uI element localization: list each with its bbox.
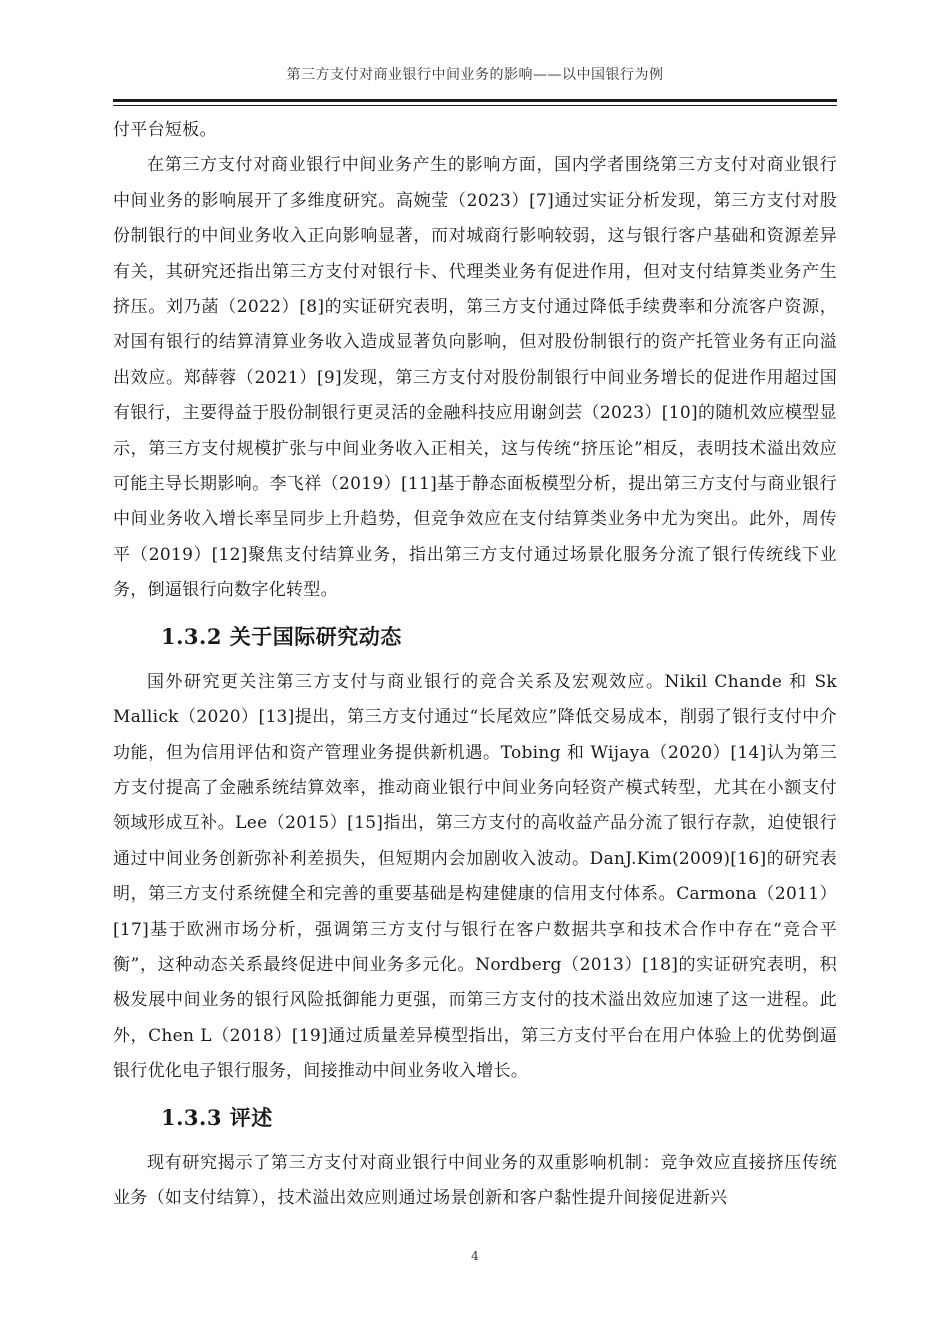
header-rule-thin (113, 105, 837, 106)
section-heading-international: 1.3.2 关于国际研究动态 (161, 623, 402, 649)
running-header: 第三方支付对商业银行中间业务的影响——以中国银行为例 (286, 67, 664, 83)
paragraph-review: 现有研究揭示了第三方支付对商业银行中间业务的双重影响机制：竞争效应直接挤压传统业务（如支付结算），技术溢出效应则通过场景创新和客户黏性提升间接促进新兴 (113, 1152, 837, 1208)
paragraph-domestic-research: 在第三方支付对商业银行中间业务产生的影响方面，国内学者围绕第三方支付对商业银行中间业务的影响展开了多维度研究。高婉莹（2023）[7]通过实证分析发现，第三方支付对股份制银行的中间业务收入正向影响显著，而对城商行影响较弱，这与银行客户基础和资源差异有关，其研究还指出第三方支付对银行卡、代理类业务有促进作用，但对支付结算类业务产生挤压。刘乃菡（2022）[8]的实证研究表明，第三方支付通过降低手续费率和分流客户资源，对国有银行的结算清算业务收入造成显著负向影响，但对股份制银行的资产托管业务有正向溢出效应。郑薛蓉（2021）[9]发现，第三方支付对股份制银行中间业务增长的促进作用超过国有银行，主要得益于股份制银行更灵活的金融科技应用谢剑芸（2023）[10]的随机效应模型显示，第三方支付规模扩张与中间业务收入正相关，这与传统“挤压论”相反，表明技术溢出效应可能主导长期影响。李飞祥（2019）[11]基于静态面板模型分析，提出第三方支付与商业银行中间业务收入增长率呈同步上升趋势，但竞争效应在支付结算类业务中尤为突出。此外，周传平（2019）[12]聚焦支付结算业务，指出第三方支付通过场景化服务分流了银行传统线下业务，倒逼银行向数字化转型。 (113, 155, 837, 601)
page-body (113, 113, 837, 1216)
section-heading-review: 1.3.3 评述 (161, 1104, 273, 1130)
header-rule-thick (113, 99, 837, 102)
paragraph-international-research: 国外研究更关注第三方支付与商业银行的竞合关系及宏观效应。Nikil Chande 和 Sk Mallick（2020）[13]提出，第三方支付通过“长尾效应”降低交易成本，削弱了银行支付中介功能，但为信用评估和资产管理业务提供新机遇。Tobing 和 Wijaya（2020）[14]认为第三方支付提高了金融系统结算效率，推动商业银行中间业务向轻资产模式转型，尤其在小额支付领域形成互补。Lee（2015）[15]指出，第三方支付的高收益产品分流了银行存款，迫使银行通过中间业务创新弥补利差损失，但短期内会加剧收入波动。DanJ.Kim(2009)[16]的研究表明，第三方支付系统健全和完善的重要基础是构建健康的信用支付体系。Carmona（2011）[17]基于欧洲市场分析，强调第三方支付与银行在客户数据共享和技术合作中存在“竞合平衡”，这种动态关系最终促进中间业务多元化。Nordberg（2013）[18]的实证研究表明，积极发展中间业务的银行风险抵御能力更强，而第三方支付的技术溢出效应加速了这一进程。此外，Chen L（2018）[19]通过质量差异模型指出，第三方支付平台在用户体验上的优势倒逼银行优化电子银行服务，间接推动中间业务收入增长。 (113, 671, 837, 1082)
page-number: 4 (471, 1249, 479, 1263)
paragraph-continuation: 付平台短板。 (113, 120, 217, 140)
